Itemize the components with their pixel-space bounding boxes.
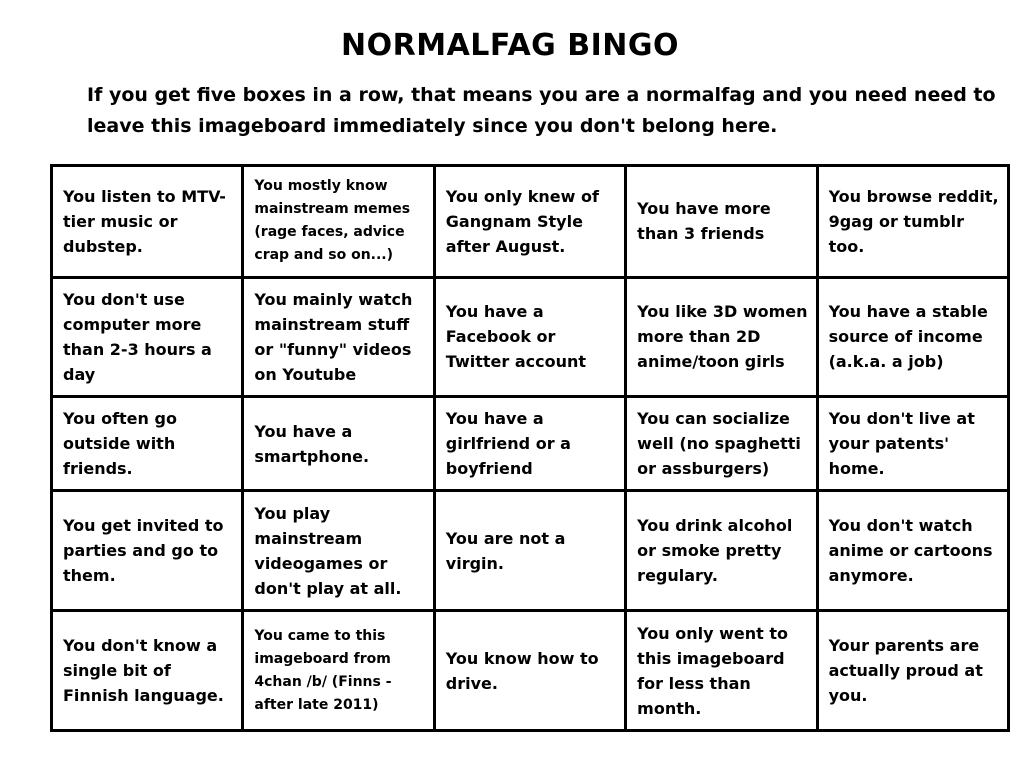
bingo-cell: You have more than 3 friends (626, 166, 817, 278)
bingo-cell: You have a Facebook or Twitter account (434, 277, 625, 397)
bingo-cell: You don't use computer more than 2-3 hours a day (52, 277, 243, 397)
bingo-cell: You mostly know mainstream memes (rage faces, advice crap and so on...) (243, 166, 434, 278)
bingo-cell: You have a girlfriend or a boyfriend (434, 397, 625, 491)
bingo-cell: You are not a virgin. (434, 491, 625, 611)
bingo-grid (50, 164, 1010, 732)
bingo-cell: You like 3D women more than 2D anime/toon girls (626, 277, 817, 397)
bingo-cell: You drink alcohol or smoke pretty regulary. (626, 491, 817, 611)
bingo-cell: You browse reddit, 9gag or tumblr too. (817, 166, 1008, 278)
bingo-cell: You came to this imageboard from 4chan /b/ (Finns - after late 2011) (243, 611, 434, 731)
bingo-cell: You can socialize well (no spaghetti or assburgers) (626, 397, 817, 491)
bingo-cell: You often go outside with friends. (52, 397, 243, 491)
bingo-cell: You listen to MTV-tier music or dubstep. (52, 166, 243, 278)
page-title: NORMALFAG BINGO (341, 28, 679, 63)
bingo-row (52, 166, 1009, 278)
bingo-cell: You play mainstream videogames or don't play at all. (243, 491, 434, 611)
bingo-row (52, 397, 1009, 491)
instructions-text: If you get five boxes in a row, that means you are a normalfag and you need need to leave this imageboard immediately since you don't belong here. (87, 84, 996, 137)
bingo-cell: You mainly watch mainstream stuff or "funny" videos on Youtube (243, 277, 434, 397)
bingo-cell: You get invited to parties and go to them. (52, 491, 243, 611)
bingo-cell: You know how to drive. (434, 611, 625, 731)
bingo-cell: You don't watch anime or cartoons anymore. (817, 491, 1008, 611)
bingo-cell: You don't live at your patents' home. (817, 397, 1008, 491)
bingo-row (52, 277, 1009, 397)
bingo-cell: You have a stable source of income (a.k.a. a job) (817, 277, 1008, 397)
bingo-cell: You have a smartphone. (243, 397, 434, 491)
bingo-cell: You don't know a single bit of Finnish language. (52, 611, 243, 731)
bingo-cell: Your parents are actually proud at you. (817, 611, 1008, 731)
bingo-cell: You only went to this imageboard for less than month. (626, 611, 817, 731)
bingo-row (52, 611, 1009, 731)
bingo-row (52, 491, 1009, 611)
bingo-cell: You only knew of Gangnam Style after August. (434, 166, 625, 278)
